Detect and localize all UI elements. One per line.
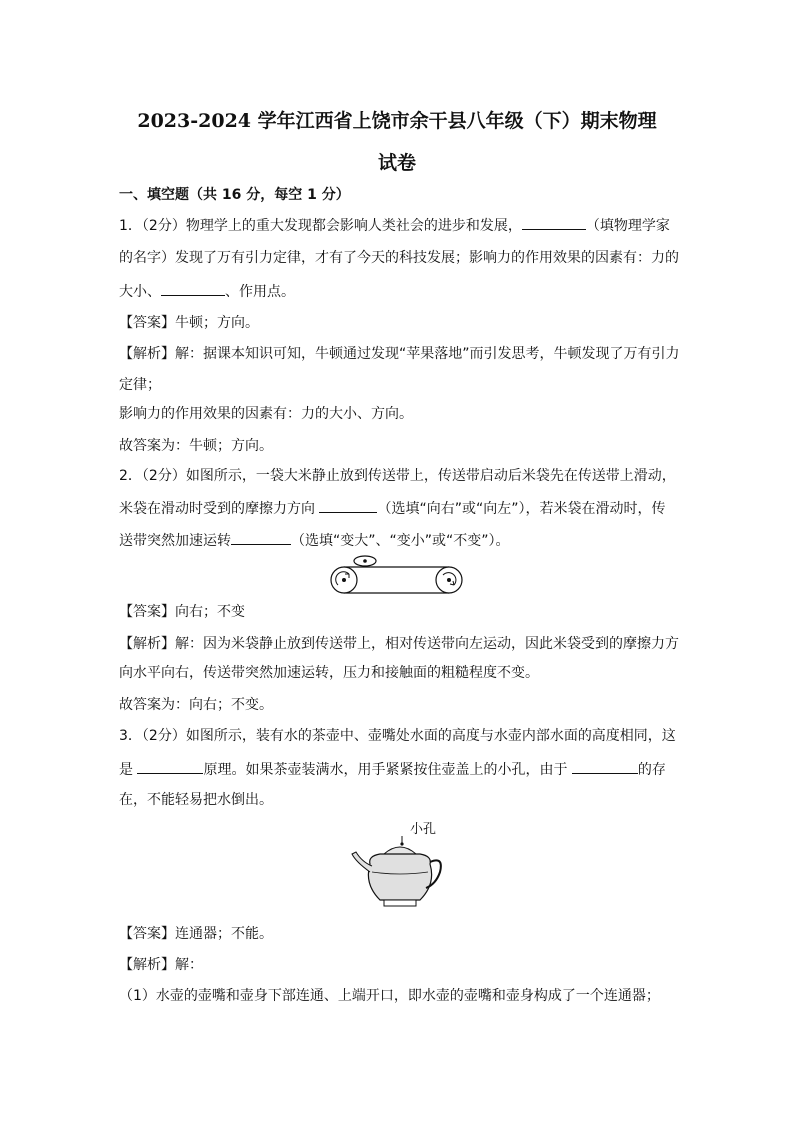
section-heading: 一、填空题（共 16 分，每空 1 分） [119, 187, 350, 203]
q2-analysis-line1: 【解析】解：因为米袋静止放到传送带上，相对传送带向左运动，因此米袋受到的摩擦力方 [119, 636, 679, 652]
q1-text-a: 1．（2分）物理学上的重大发现都会影响人类社会的进步和发展， [119, 218, 522, 234]
exam-title-line1: 2023-2024 学年江西省上饶市余干县八年级（下）期末物理 [137, 110, 657, 132]
q2-line3 [119, 530, 681, 551]
q1-blank2 [161, 281, 225, 296]
teapot-body [368, 854, 431, 900]
left-axle [342, 578, 346, 582]
q2-text-a: 米袋在滑动时受到的摩擦力方向 [119, 501, 320, 517]
q1-text-b: （填物理学家 [585, 218, 670, 234]
exam-title-line2: 试卷 [377, 152, 416, 174]
q2-final: 故答案为：向右；不变。 [119, 697, 273, 713]
q3-text-b: 原理。如果茶壶装满水，用手紧紧按住壶盖上的小孔，由于 [203, 762, 572, 778]
right-axle [447, 578, 451, 582]
q1-text-c: 大小、 [119, 284, 161, 300]
q1-final: 故答案为：牛顿；方向。 [119, 438, 273, 454]
rice-bag-dot [363, 559, 367, 563]
q3-analysis-line2: （1）水壶的壶嘴和壶身下部连通、上端开口，即水壶的壶嘴和壶身构成了一个连通器； [119, 988, 660, 1004]
q3-blank2 [572, 759, 638, 774]
q2-analysis-line2: 向水平向右，传送带突然加速运转，压力和接触面的粗糙程度不变。 [119, 665, 539, 681]
teapot-figure [346, 832, 446, 912]
q2-text-c: 送带突然加速运转 [119, 533, 231, 549]
q2-blank2 [231, 530, 291, 545]
q1-analysis-line2: 定律； [119, 377, 161, 393]
teapot-spout [352, 852, 372, 872]
conveyor-belt-figure [328, 553, 464, 597]
q1-line1 [119, 215, 681, 236]
q3-line1: 3．（2分）如图所示，装有水的茶壶中、壶嘴处水面的高度与水壶内部水面的高度相同，这 [119, 728, 676, 744]
q1-analysis-line1: 【解析】解：据课本知识可知，牛顿通过发现“苹果落地”而引发思考，牛顿发现了万有引力 [119, 346, 680, 362]
q1-text-d: 、作用点。 [225, 284, 295, 300]
q1-answer: 【答案】牛顿；方向。 [119, 315, 259, 331]
q2-text-d: （选填“变大”、“变小”或“不变”）。 [291, 533, 510, 549]
q3-text-c: 的存 [637, 762, 666, 778]
q3-line3: 在，不能轻易把水倒出。 [119, 792, 273, 808]
teapot-lid [384, 847, 416, 854]
q2-blank1 [319, 498, 377, 513]
q1-blank1 [522, 215, 586, 230]
teapot-hole-label: 小孔 [410, 822, 437, 837]
q2-line1: 2．（2分）如图所示，一袋大米静止放到传送带上，传送带启动后米袋先在传送带上滑动， [119, 468, 676, 484]
q2-answer: 【答案】向右；不变 [119, 604, 245, 620]
q2-line2 [119, 498, 681, 519]
q1-line2: 的名字）发现了万有引力定律，才有了今天的科技发展；影响力的作用效果的因素有：力的 [119, 250, 679, 266]
q3-text-a: 是 [119, 762, 138, 778]
q3-answer: 【答案】连通器；不能。 [119, 926, 273, 942]
teapot-base [384, 900, 416, 906]
q3-blank1 [137, 759, 203, 774]
q3-line2 [119, 759, 681, 780]
q1-line3 [119, 281, 681, 302]
q3-analysis-line1: 【解析】解： [119, 957, 203, 973]
q1-analysis-line3: 影响力的作用效果的因素有：力的大小、方向。 [119, 406, 413, 422]
lid-hole [400, 842, 403, 845]
q2-text-b: （选填“向右”或“向左”），若米袋在滑动时，传 [377, 501, 666, 517]
